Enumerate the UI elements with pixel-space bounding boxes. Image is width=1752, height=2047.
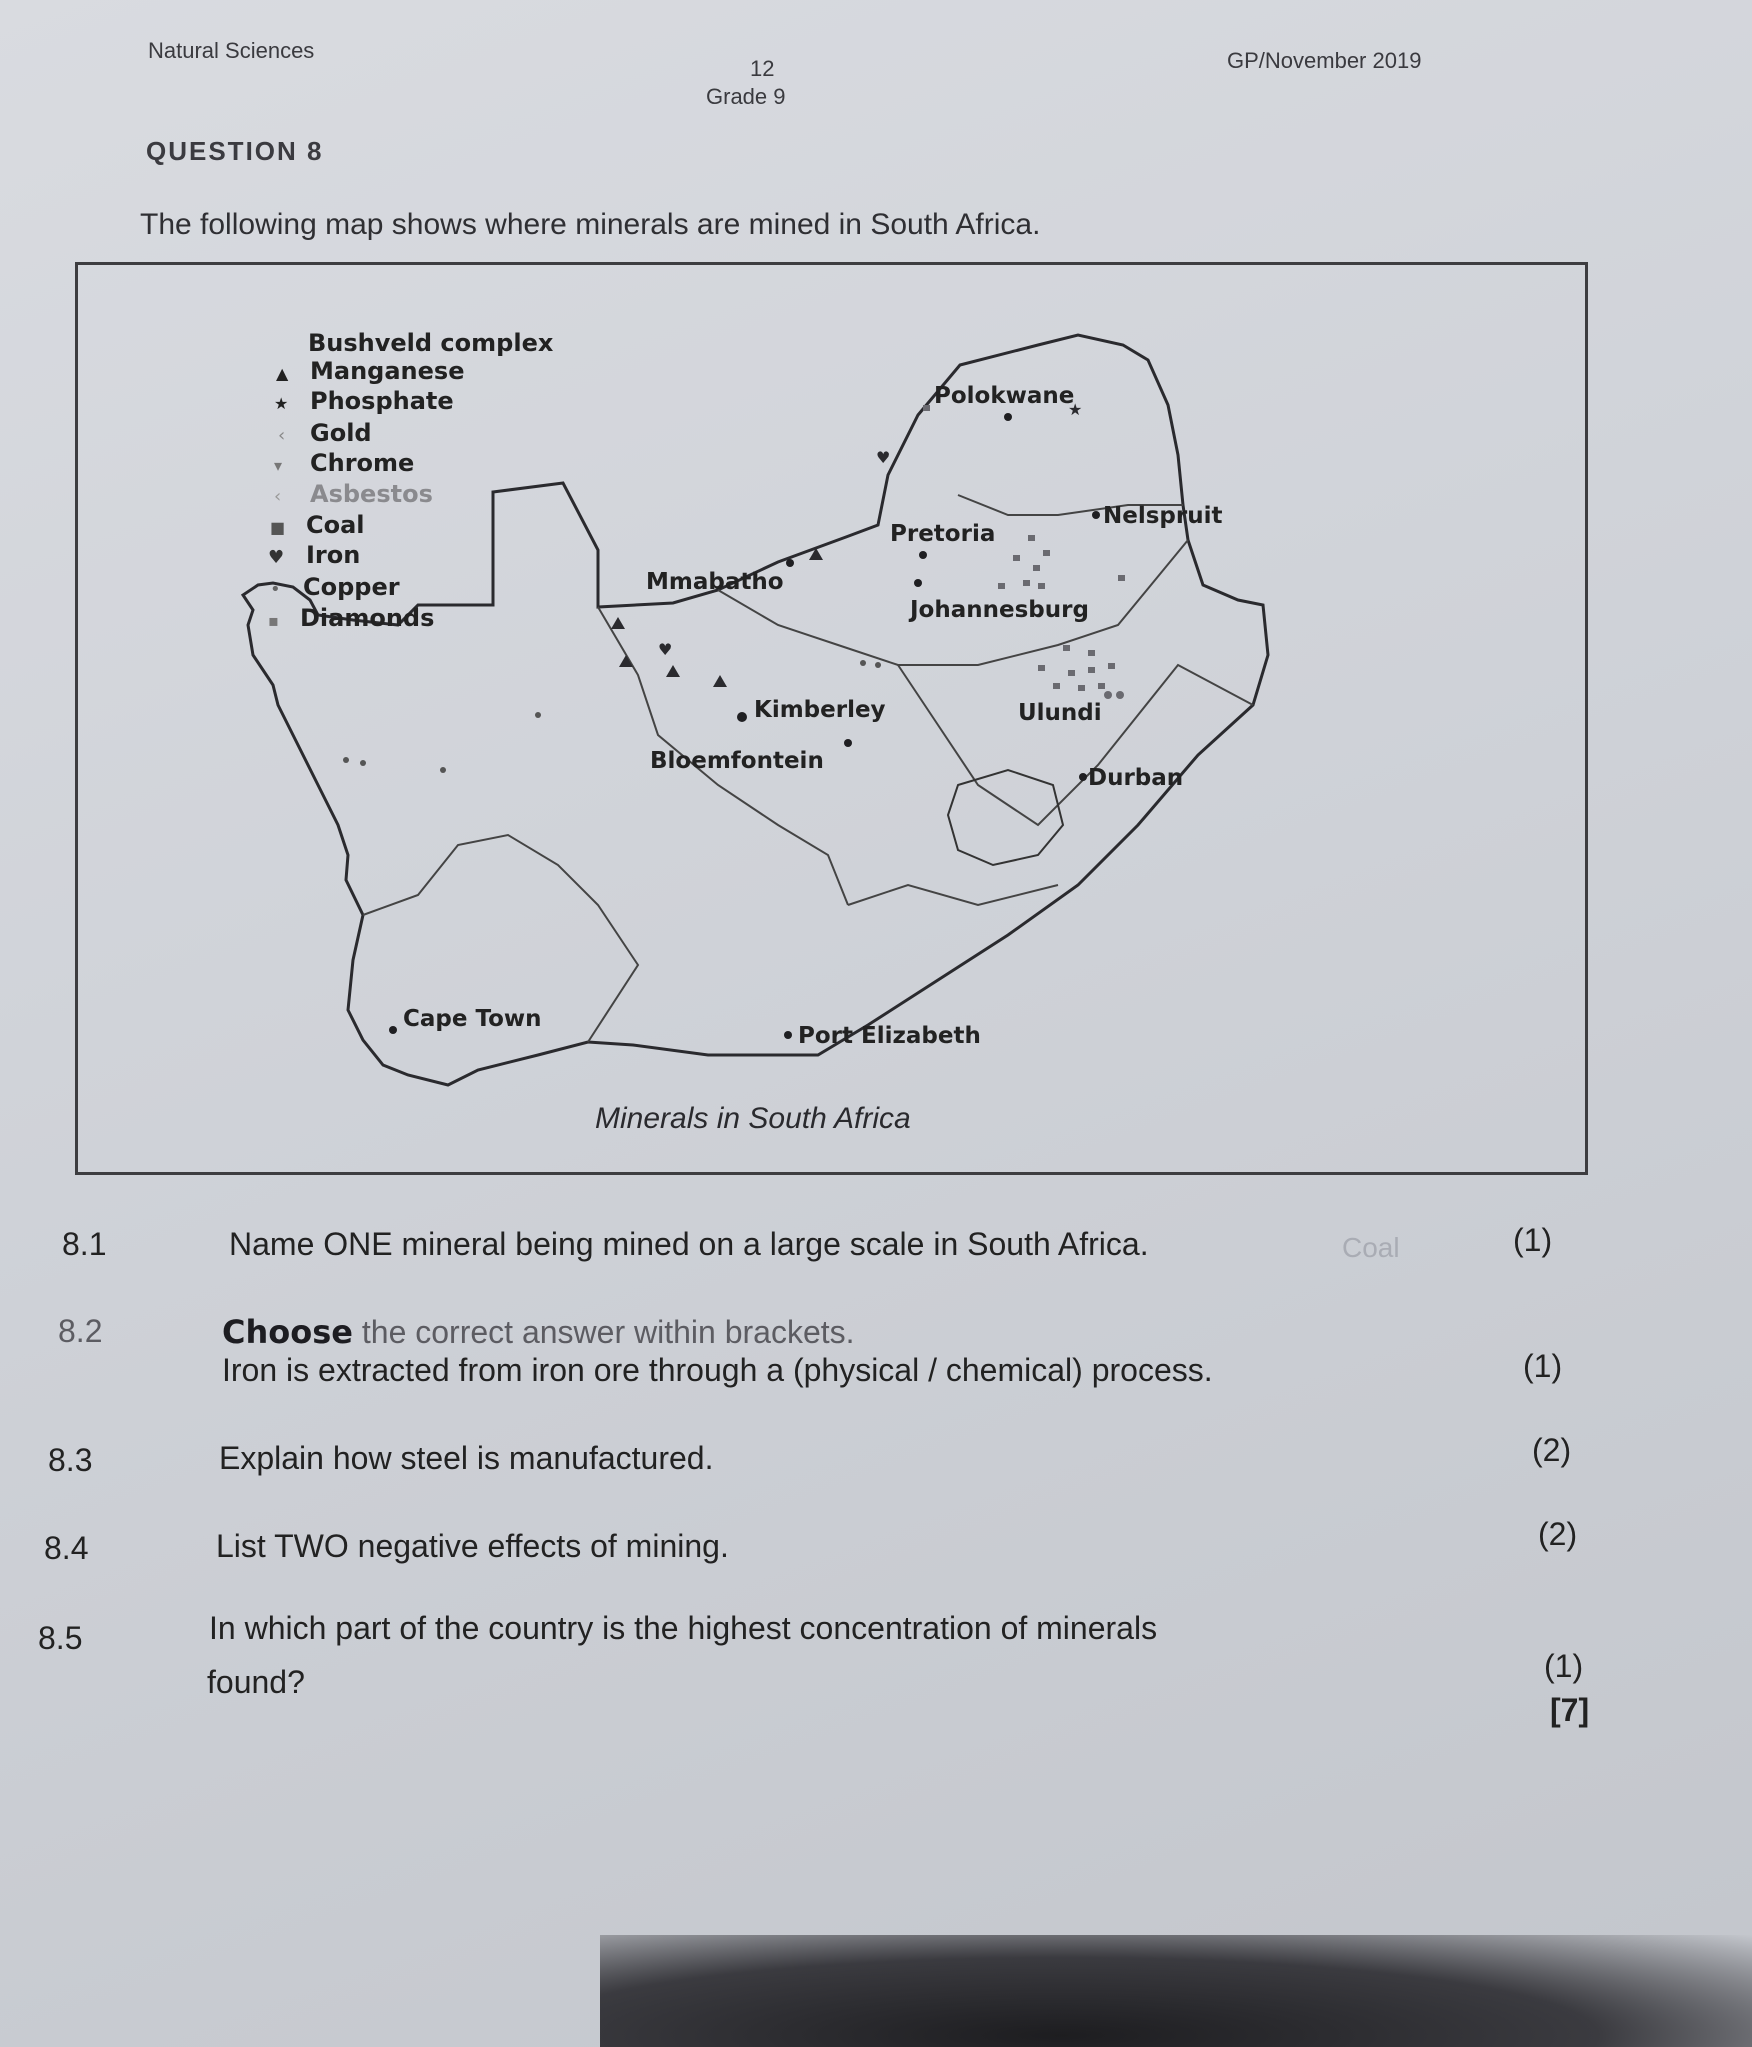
city-dot — [784, 1031, 792, 1039]
legend-bushveld: Bushveld complex — [308, 329, 554, 357]
city-dot — [1092, 511, 1100, 519]
province-border — [898, 665, 1253, 825]
copper-marker — [875, 662, 881, 668]
photo-shadow — [600, 1935, 1752, 2047]
coal-marker — [1063, 645, 1070, 651]
coal-icon: ■ — [270, 518, 286, 537]
map-caption: Minerals in South Africa — [595, 1102, 911, 1135]
q8-2-number: 8.2 — [58, 1313, 103, 1349]
manganese-marker — [666, 665, 680, 677]
question-intro: The following map shows where minerals are mined in South Africa. — [140, 208, 1041, 241]
q8-1-answer: Coal — [1342, 1232, 1400, 1263]
star-icon: ★ — [274, 394, 289, 413]
q8-2-instruction — [222, 1313, 855, 1351]
coal-marker — [1098, 683, 1105, 689]
q8-2-handwritten: Choose — [222, 1313, 353, 1351]
iron-marker: ♥ — [658, 640, 673, 659]
coal-marker — [1033, 565, 1040, 571]
coal-marker — [1023, 580, 1030, 586]
city-dot — [389, 1026, 397, 1034]
coal-marker — [1043, 550, 1050, 556]
q8-1-number: 8.1 — [62, 1226, 107, 1262]
triangle-icon: ▲ — [276, 364, 289, 383]
legend-asbestos: Asbestos — [310, 480, 433, 508]
exam-label: GP/November 2019 — [1227, 48, 1422, 73]
q8-4-text: List TWO negative effects of mining. — [216, 1528, 729, 1564]
coal-marker — [1088, 667, 1095, 673]
city-dot — [919, 551, 927, 559]
copper-marker — [860, 660, 866, 666]
chrome-icon: ▾ — [274, 456, 283, 475]
coal-marker — [1088, 650, 1095, 656]
coal-marker — [1038, 583, 1045, 589]
q8-3-marks: (2) — [1532, 1432, 1572, 1468]
subject-label: Natural Sciences — [148, 38, 315, 63]
question-total: [7] — [1550, 1692, 1590, 1728]
city-nelspruit: Nelspruit — [1103, 503, 1223, 529]
q8-2-instruction-text: the correct answer within brackets. — [361, 1314, 855, 1350]
q8-5-marks: (1) — [1544, 1648, 1584, 1684]
coal-marker — [1104, 691, 1112, 699]
copper-marker — [343, 757, 349, 763]
city-cape-town: Cape Town — [403, 1006, 542, 1032]
city-polokwane: Polokwane — [934, 383, 1075, 409]
city-labels — [403, 383, 1222, 1049]
manganese-marker — [611, 617, 625, 629]
map-legend — [268, 329, 554, 632]
q8-4-marks: (2) — [1538, 1516, 1578, 1552]
city-mmabatho: Mmabatho — [646, 569, 784, 595]
coal-marker — [1053, 683, 1060, 689]
coal-marker — [1028, 535, 1035, 541]
diamond-icon: ▪ — [268, 611, 279, 630]
q8-1-marks: (1) — [1513, 1222, 1553, 1258]
coal-marker — [1078, 685, 1085, 691]
copper-icon: • — [270, 579, 281, 600]
iron-icon: ♥ — [268, 547, 285, 568]
coal-marker — [923, 405, 930, 411]
legend-gold: Gold — [310, 419, 372, 447]
south-africa-map — [78, 265, 1585, 1172]
city-dot — [1004, 413, 1012, 421]
city-dot — [737, 712, 747, 722]
legend-copper: Copper — [303, 573, 400, 601]
coal-marker — [998, 583, 1005, 589]
city-bloemfontein: Bloemfontein — [650, 748, 824, 774]
q8-5-text-cont: found? — [207, 1664, 305, 1700]
coal-marker — [1118, 575, 1125, 581]
legend-phosphate: Phosphate — [310, 387, 454, 415]
manganese-marker — [713, 675, 727, 687]
legend-iron: Iron — [306, 541, 361, 569]
city-durban: Durban — [1088, 765, 1184, 791]
map-frame — [75, 262, 1588, 1175]
question-title: QUESTION 8 — [146, 136, 324, 166]
city-dot — [914, 579, 922, 587]
copper-marker — [360, 760, 366, 766]
city-dot — [786, 559, 794, 567]
iron-marker: ♥ — [876, 448, 891, 467]
province-border — [848, 885, 1058, 905]
phosphate-marker: ★ — [1068, 400, 1083, 419]
asbestos-icon: ‹ — [274, 486, 282, 507]
legend-diamonds: Diamonds — [300, 604, 435, 632]
gold-icon: ‹ — [278, 425, 286, 446]
coal-marker — [1038, 665, 1045, 671]
q8-1-text: Name ONE mineral being mined on a large scale in South Africa. — [229, 1226, 1149, 1262]
city-johannesburg: Johannesburg — [910, 597, 1089, 623]
city-kimberley: Kimberley — [754, 697, 886, 723]
city-port-elizabeth: Port Elizabeth — [798, 1023, 981, 1049]
coal-marker — [1116, 691, 1124, 699]
coal-marker — [1013, 555, 1020, 561]
legend-manganese: Manganese — [310, 357, 465, 385]
coal-marker — [1068, 670, 1075, 676]
copper-marker — [535, 712, 541, 718]
legend-coal: Coal — [306, 511, 365, 539]
q8-5-text: In which part of the country is the highest concentration of minerals — [209, 1610, 1158, 1646]
q8-3-text: Explain how steel is manufactured. — [219, 1440, 714, 1476]
city-pretoria: Pretoria — [890, 521, 996, 547]
q8-3-number: 8.3 — [48, 1442, 93, 1478]
q8-2-text: Iron is extracted from iron ore through a (physical / chemical) process. — [222, 1352, 1213, 1388]
q8-2-marks: (1) — [1523, 1348, 1563, 1384]
q8-4-number: 8.4 — [44, 1530, 89, 1566]
page-number: 12 — [750, 56, 775, 81]
q8-5-number: 8.5 — [38, 1620, 83, 1656]
iron-markers — [658, 448, 890, 659]
copper-marker — [440, 767, 446, 773]
city-dot — [1079, 773, 1087, 781]
city-dot — [844, 739, 852, 747]
legend-chrome: Chrome — [310, 449, 415, 477]
city-ulundi: Ulundi — [1018, 700, 1102, 726]
grade-label: Grade 9 — [706, 84, 786, 109]
phosphate-markers — [1068, 400, 1082, 419]
coal-markers — [923, 405, 1125, 699]
coal-marker — [1108, 663, 1115, 669]
